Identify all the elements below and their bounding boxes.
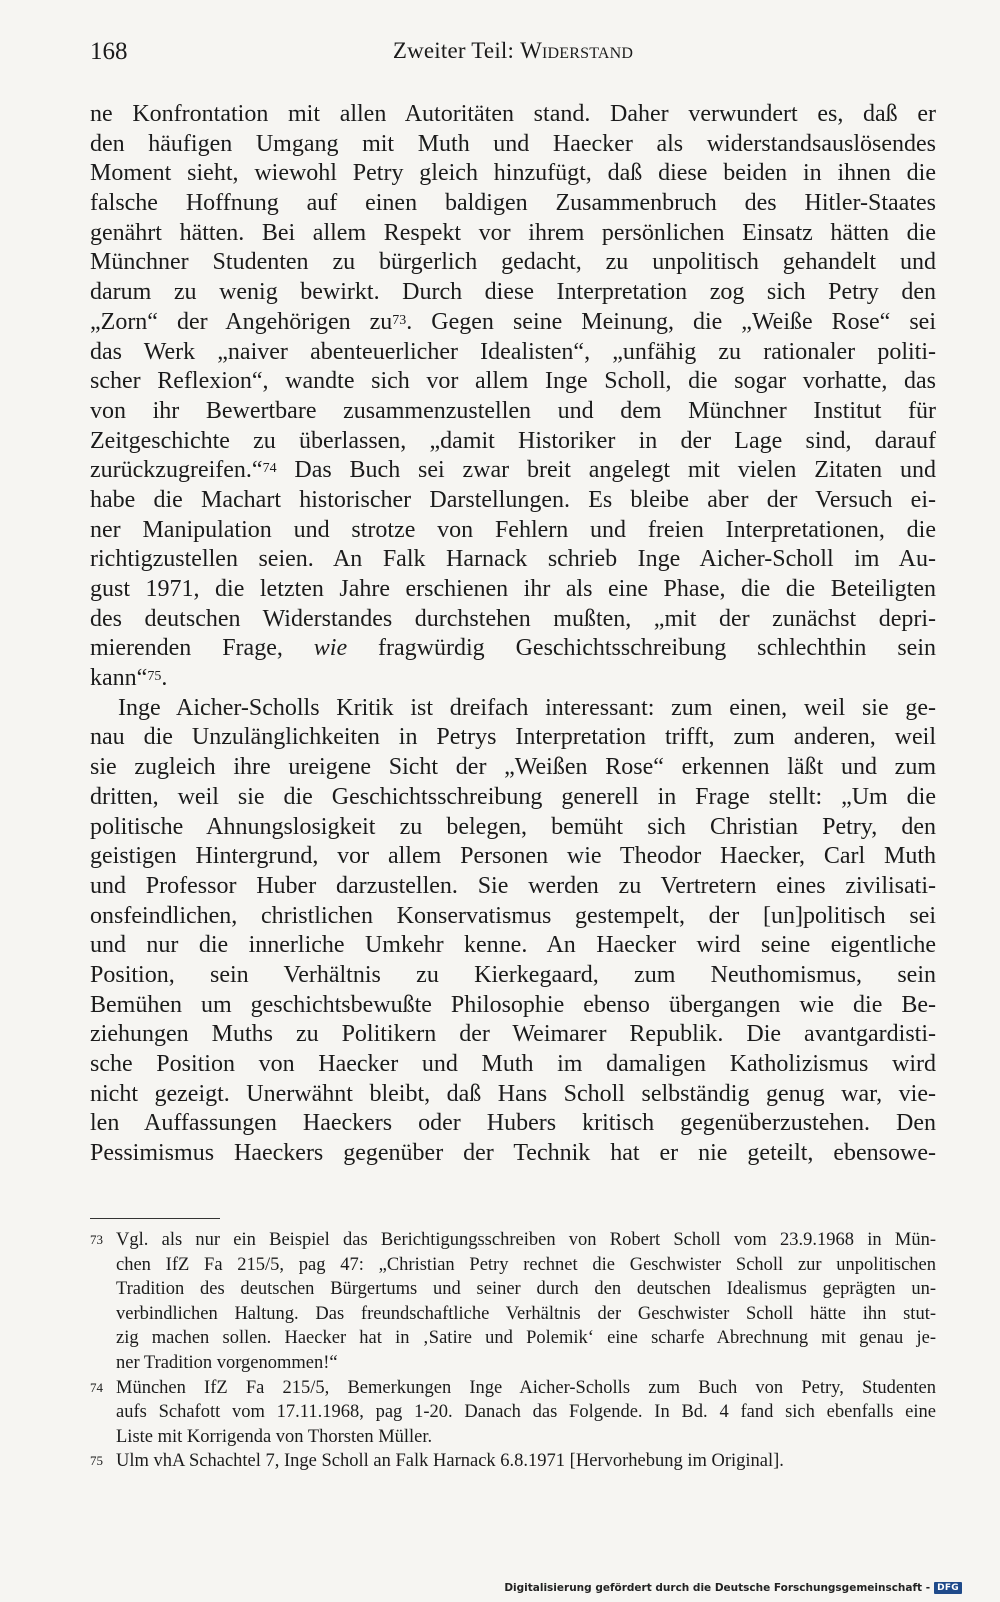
text-line: dritten, weil sie die Geschichtsschreibung generell in Frage stellt: „Um die [90, 783, 936, 810]
text-line: darum zu wenig bewirkt. Durch diese Interpretation zog sich Petry den [90, 279, 936, 306]
footnote-ref-75[interactable]: 75 [147, 669, 162, 685]
text-line: nau die Unzulänglichkeiten in Petrys Interpretation trifft, zum anderen, weil [90, 724, 936, 751]
text-line: sche Position von Haecker und Muth im damaligen Katholizismus wird [90, 1051, 936, 1077]
text-line: sie zugleich ihre ureigene Sicht der „Weißen Rose“ erkennen läßt und zum [90, 754, 936, 781]
text-segment: fragwürdig Geschichtsschreibung schlechthin sein [347, 635, 936, 662]
footnote-line: Tradition des deutschen Bürgertums und seiner durch den deutschen Idealismus geprägten un- [116, 1279, 936, 1300]
footnote-line: verbindlichen Haltung. Das freundschaftliche Verhältnis der Geschwister Scholl hätte ihn stut- [116, 1303, 936, 1324]
footnote-line: Vgl. als nur ein Beispiel das Berichtigungsschreiben von Robert Scholl vom 23.9.1968 in Mün- [116, 1230, 936, 1250]
footnote-ref-74[interactable]: 74 [262, 461, 277, 477]
footnote-number: 73 [90, 1232, 103, 1247]
text-line: und Professor Huber darzustellen. Sie werden zu Vertretern eines zivilisati- [90, 872, 936, 899]
page-header [90, 38, 936, 72]
footnote-line: Liste mit Korrigenda von Thorsten Müller. [116, 1426, 433, 1447]
text-line [90, 634, 936, 664]
footnote-75 [90, 1449, 936, 1474]
running-head-prefix: Zweiter Teil: [392, 38, 521, 63]
text-line: ne Konfrontation mit allen Autoritäten stand. Daher verwundert es, daß er [90, 101, 936, 127]
text-line: onsfeindlichen, christlichen Konservatismus gestempelt, der [un]politisch sei [90, 902, 936, 929]
body-text [90, 100, 936, 1169]
text-line: scher Reflexion“, wandte sich vor allem Inge Scholl, die sogar vorhatte, das [90, 368, 936, 395]
text-line: nicht gezeigt. Unerwähnt bleibt, daß Hans Scholl selbständig genug war, vie- [90, 1080, 936, 1107]
text-line [90, 664, 936, 694]
footnotes [90, 1228, 936, 1474]
text-segment: . [161, 665, 168, 692]
text-line: habe die Machart historischer Darstellungen. Es bleibe aber der Versuch ei- [90, 486, 936, 513]
footnote-ref-73[interactable]: 73 [392, 312, 407, 328]
footnote-73 [90, 1228, 936, 1376]
footnote-74 [90, 1376, 936, 1450]
text-line: den häufigen Umgang mit Muth und Haecker als widerstandsauslösendes [90, 130, 936, 157]
text-segment: „Zorn“ der Angehörigen zu [90, 308, 393, 335]
text-line: ner Manipulation und strotze von Fehlern und freien Interpretationen, die [90, 516, 936, 543]
text-line: Zeitgeschichte zu überlassen, „damit Historiker in der Lage sind, darauf [90, 427, 936, 454]
dfg-logo: DFG [934, 1582, 962, 1594]
text-line: geistigen Hintergrund, vor allem Personen wie Theodor Haecker, Carl Muth [90, 843, 936, 870]
text-line: Münchner Studenten zu bürgerlich gedacht, zu unpolitisch gehandelt und [90, 249, 936, 276]
text-line: richtigzustellen seien. An Falk Harnack schrieb Inge Aicher-Scholl im Au- [90, 546, 936, 573]
text-line: Inge Aicher-Scholls Kritik ist dreifach interessant: zum einen, weil sie ge- [118, 694, 936, 721]
text-segment: zurückzugreifen.“ [90, 457, 263, 484]
footnote-line: ner Tradition vorgenommen!“ [116, 1352, 338, 1373]
digitization-notice [504, 1582, 962, 1594]
text-line: Pessimismus Haeckers gegenüber der Technik hat er nie geteilt, ebensowe- [90, 1140, 936, 1167]
digitization-text: Digitalisierung gefördert durch die Deutsche Forschungsgemeinschaft - [504, 1582, 931, 1594]
text-segment: mierenden Frage, [90, 635, 314, 662]
text-line [90, 456, 936, 486]
emphasis: wie [313, 635, 348, 662]
footnote-divider [90, 1218, 220, 1219]
text-line [90, 308, 936, 338]
text-line: und nur die innerliche Umkehr kenne. An Haecker wird seine eigentliche [90, 932, 936, 959]
text-line: genährt hätten. Bei allem Respekt vor ihrem persönlichen Einsatz hätten die [90, 219, 936, 246]
text-line: len Auffassungen Haeckers oder Hubers kritisch gegenüberzustehen. Den [90, 1110, 936, 1137]
text-segment: kann“ [90, 665, 148, 692]
text-line: Bemühen um geschichtsbewußte Philosophie ebenso übergangen wie die Be- [90, 991, 936, 1018]
footnote-line: Ulm vhA Schachtel 7, Inge Scholl an Falk Harnack 6.8.1971 [Hervorhebung im Original]. [116, 1451, 784, 1472]
text-line: von ihr Bewertbare zusammenzustellen und dem Münchner Institut für [90, 397, 936, 424]
text-line: das Werk „naiver abenteuerlicher Idealisten“, „unfähig zu rationaler politi- [90, 338, 936, 365]
running-head-section: Widerstand [520, 38, 634, 63]
text-line: falsche Hoffnung auf einen baldigen Zusammenbruch des Hitler-Staates [90, 190, 936, 217]
text-line: des deutschen Widerstandes durchstehen mußten, „mit der zunächst depri- [90, 605, 936, 632]
text-line: Moment sieht, wiewohl Petry gleich hinzufügt, daß diese beiden in ihnen die [90, 160, 936, 187]
text-segment: . Gegen seine Meinung, die „Weiße Rose“ sei [406, 308, 936, 335]
text-line: politische Ahnungslosigkeit zu belegen, bemüht sich Christian Petry, den [90, 813, 936, 840]
text-segment: Das Buch sei zwar breit angelegt mit vielen Zitaten und [276, 457, 936, 484]
footnote-line: aufs Schafott vom 17.11.1968, pag 1-20. Danach das Folgende. In Bd. 4 fand sich ebenfalls eine [116, 1402, 936, 1423]
footnote-line: chen IfZ Fa 215/5, pag 47: „Christian Petry rechnet die Geschwister Scholl zur unpolitischen [116, 1254, 936, 1275]
footnote-number: 75 [90, 1453, 103, 1469]
text-line: gust 1971, die letzten Jahre erschienen ihr als eine Phase, die die Beteiligten [90, 576, 936, 602]
running-head [90, 38, 936, 64]
text-line: ziehungen Muths zu Politikern der Weimarer Republik. Die avantgardisti- [90, 1021, 936, 1048]
text-line: Position, sein Verhältnis zu Kierkegaard, zum Neuthomismus, sein [90, 961, 936, 988]
page-number: 168 [90, 38, 128, 65]
footnote-line: München IfZ Fa 215/5, Bemerkungen Inge Aicher-Scholls zum Buch von Petry, Studenten [116, 1377, 936, 1398]
footnote-line: zig machen sollen. Haecker hat in ‚Satire und Polemik‘ eine scharfe Abrechnung mit genau je- [116, 1328, 936, 1349]
footnote-number: 74 [90, 1379, 103, 1395]
